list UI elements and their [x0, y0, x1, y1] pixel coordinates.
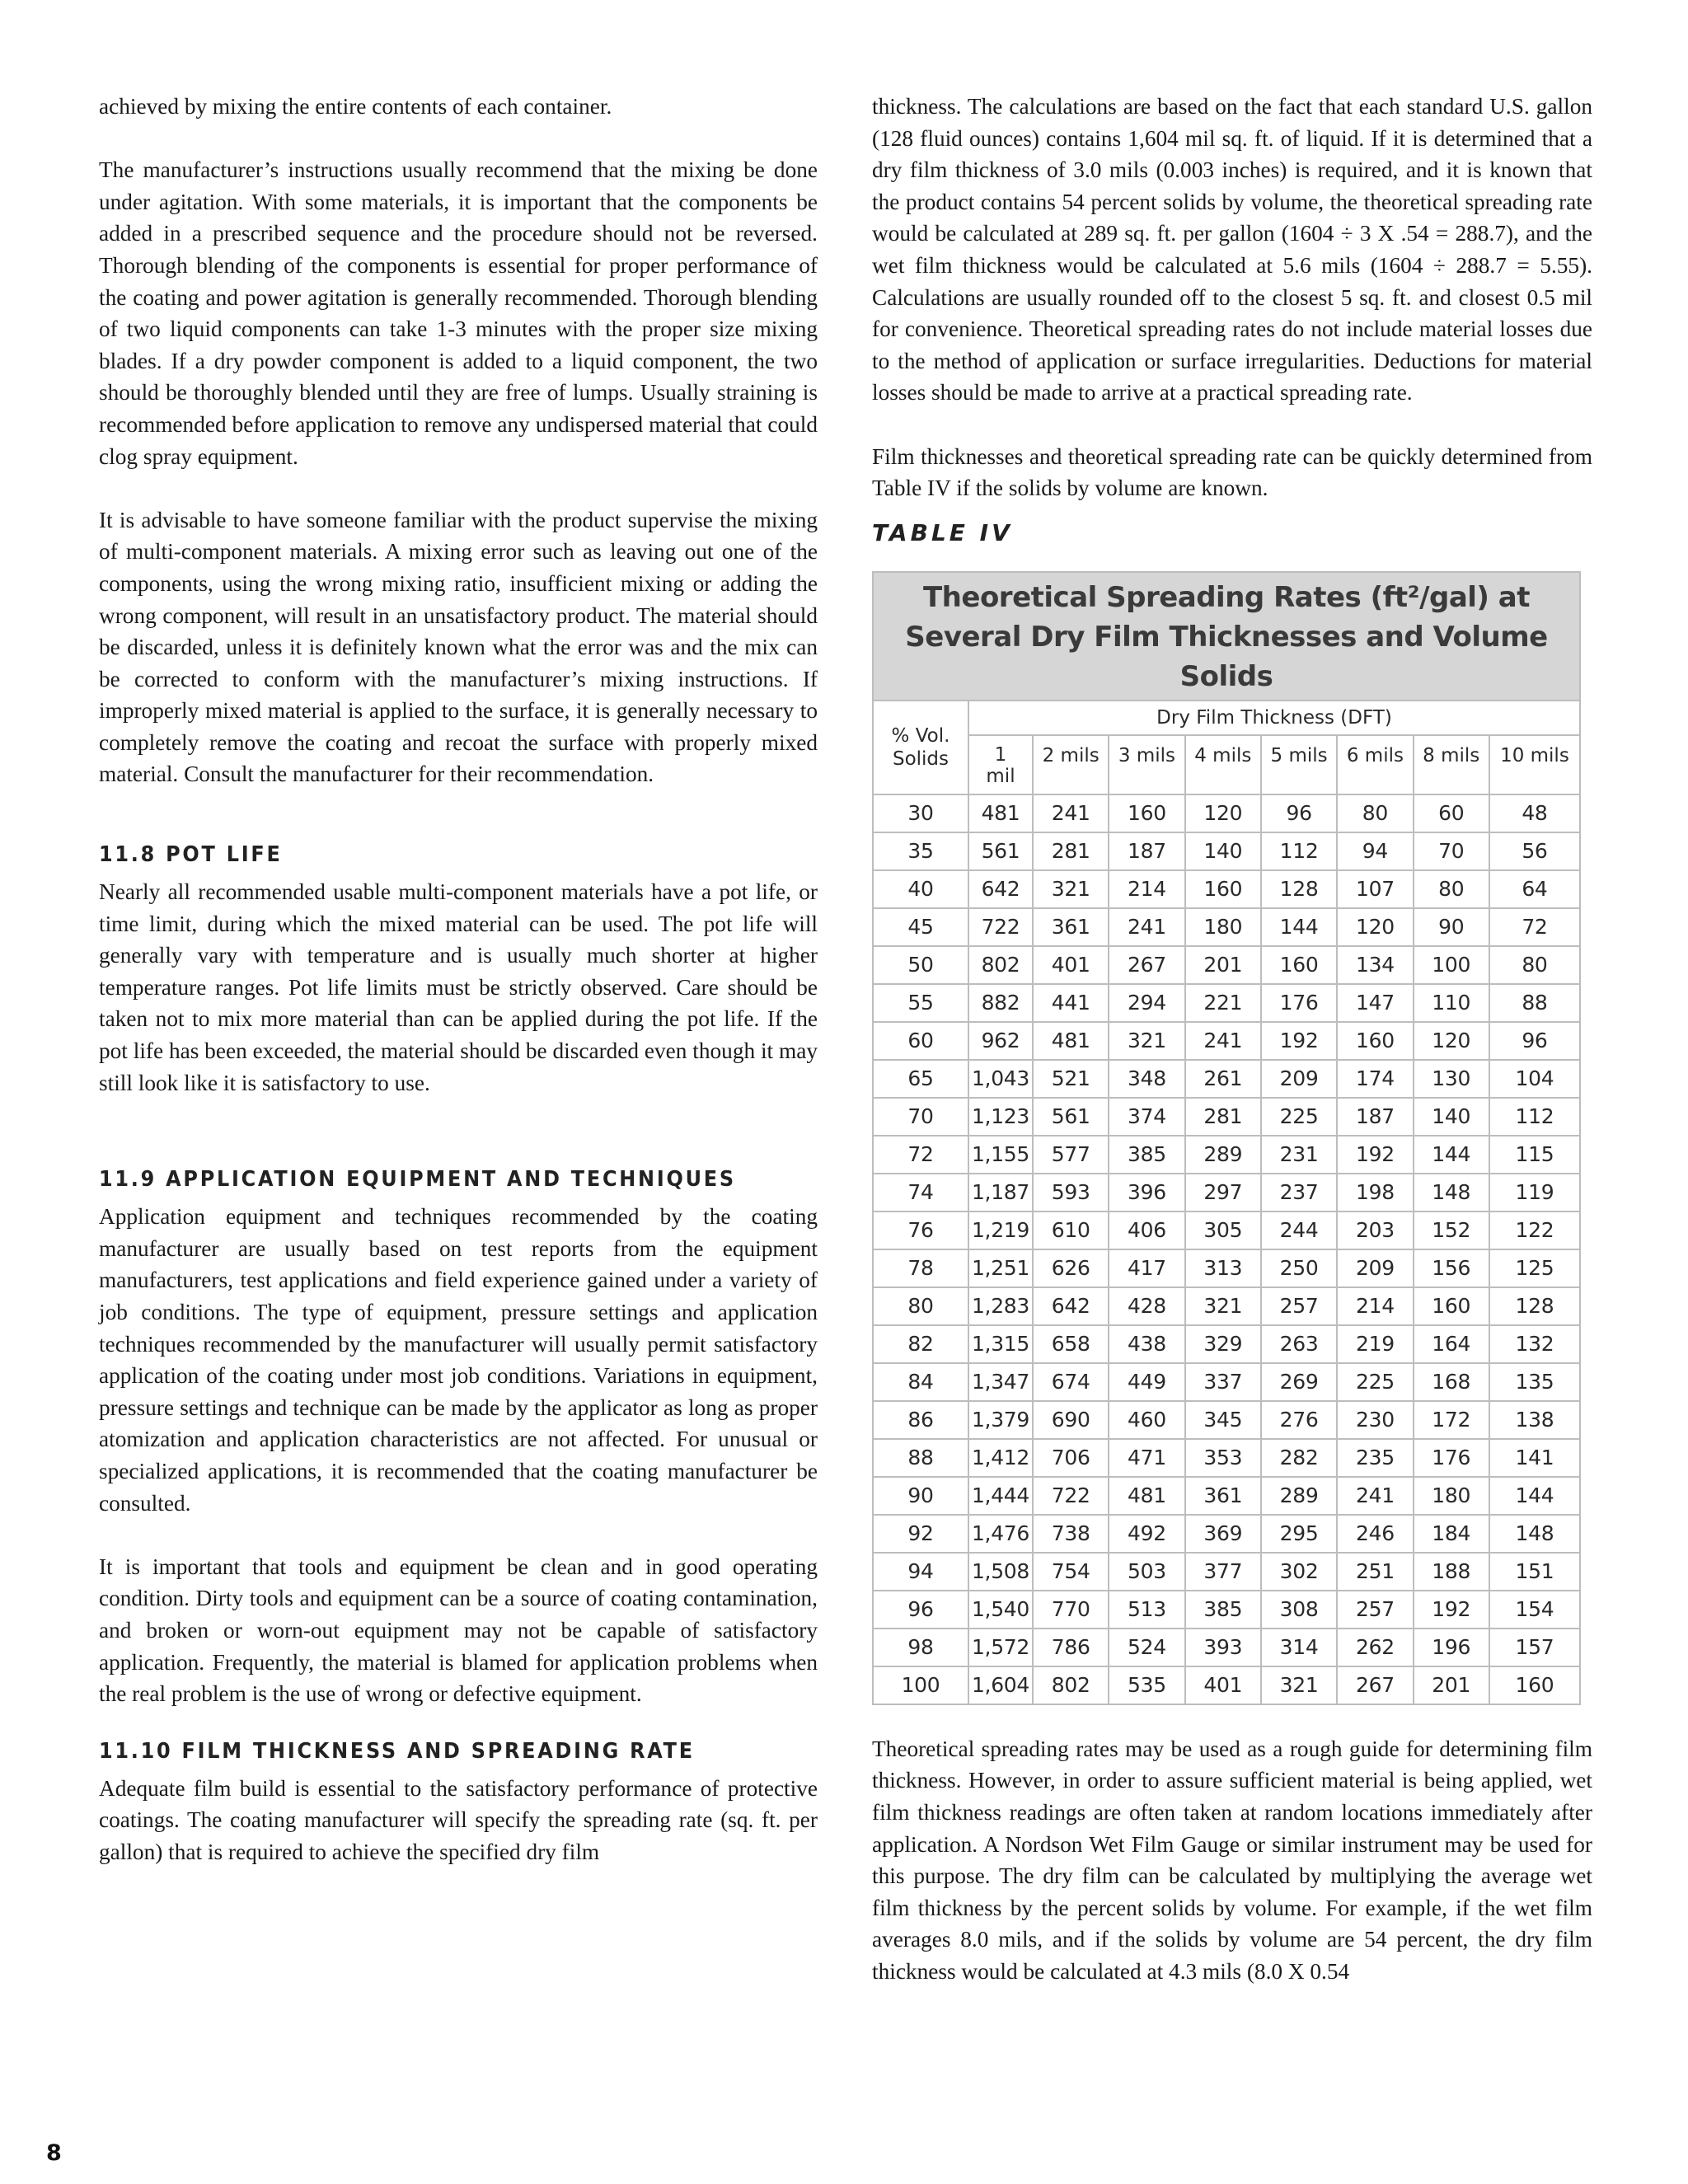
- solids-cell: 65: [873, 1060, 968, 1098]
- spreading-rate-cell: 353: [1185, 1439, 1261, 1477]
- spreading-rate-cell: 438: [1109, 1325, 1184, 1363]
- spreading-rate-cell: 80: [1337, 794, 1413, 832]
- solids-cell: 60: [873, 1022, 968, 1060]
- spreading-rate-cell: 141: [1489, 1439, 1580, 1477]
- solids-cell: 78: [873, 1249, 968, 1287]
- table-row: [873, 794, 1580, 832]
- spreading-rate-cell: 738: [1033, 1515, 1109, 1553]
- dft-column-header: 4 mils: [1185, 735, 1261, 794]
- table-row: [873, 1666, 1580, 1704]
- spreading-rate-cell: 125: [1489, 1249, 1580, 1287]
- spreading-rate-cell: 321: [1033, 870, 1109, 908]
- solids-cell: 70: [873, 1098, 968, 1136]
- spreading-rate-cell: 313: [1185, 1249, 1261, 1287]
- spreading-rate-cell: 187: [1337, 1098, 1413, 1136]
- spreading-rate-cell: 128: [1489, 1287, 1580, 1325]
- spreading-rate-cell: 460: [1109, 1401, 1184, 1439]
- table-row: [873, 1401, 1580, 1439]
- solids-cell: 98: [873, 1629, 968, 1666]
- spreading-rate-cell: 96: [1489, 1022, 1580, 1060]
- paragraph-wet-film-gauge: Theoretical spreading rates may be used as a rough guide for determining film thickness. However, in order to assure sufficient material is being applied, wet film thickness readings are often taken at random locations immediately after application. A Nordson Wet Film Gauge or similar instrument may be used for this purpose. The dry film can be calculated by multiplying the average wet film thickness by the percent solids by volume. For example, if the wet film averages 8.0 mils, and if the solids by volume are 54 percent, the dry film thickness would be calculated at 4.3 mils (8.0 X 0.54: [872, 1736, 1592, 1984]
- spreading-rate-cell: 786: [1033, 1629, 1109, 1666]
- spreading-rate-cell: 225: [1261, 1098, 1337, 1136]
- table-row: [873, 832, 1580, 870]
- spreading-rate-cell: 152: [1414, 1212, 1489, 1249]
- table-body: [873, 794, 1580, 1704]
- spreading-rate-cell: 221: [1185, 984, 1261, 1022]
- spreading-rate-cell: 257: [1261, 1287, 1337, 1325]
- spreading-rate-cell: 314: [1261, 1629, 1337, 1666]
- spreading-rate-cell: 198: [1337, 1174, 1413, 1212]
- table-row: [873, 870, 1580, 908]
- spreading-rate-cell: 214: [1337, 1287, 1413, 1325]
- spreading-rate-cell: 802: [1033, 1666, 1109, 1704]
- spreading-rate-cell: 441: [1033, 984, 1109, 1022]
- spreading-rate-cell: 1,572: [968, 1629, 1033, 1666]
- spreading-rate-cell: 225: [1337, 1363, 1413, 1401]
- spreading-rate-cell: 201: [1185, 946, 1261, 984]
- solids-header-line-2: Solids: [892, 748, 950, 770]
- spreading-rate-cell: 140: [1185, 832, 1261, 870]
- spreading-rate-cell: 180: [1414, 1477, 1489, 1515]
- spreading-rate-cell: 120: [1414, 1022, 1489, 1060]
- spreading-rate-cell: 60: [1414, 794, 1489, 832]
- spreading-rate-cell: 1,315: [968, 1325, 1033, 1363]
- solids-cell: 35: [873, 832, 968, 870]
- spreading-rate-cell: 237: [1261, 1174, 1337, 1212]
- spreading-rate-cell: 100: [1414, 946, 1489, 984]
- spreading-rate-cell: 96: [1261, 794, 1337, 832]
- spreading-rate-cell: 241: [1337, 1477, 1413, 1515]
- spreading-rate-cell: 289: [1185, 1136, 1261, 1174]
- spreading-rate-cell: 626: [1033, 1249, 1109, 1287]
- spreading-rate-cell: 174: [1337, 1060, 1413, 1098]
- spreading-rate-cell: 1,155: [968, 1136, 1033, 1174]
- spreading-rate-cell: 130: [1414, 1060, 1489, 1098]
- spreading-rate-cell: 393: [1185, 1629, 1261, 1666]
- spreading-rate-cell: 156: [1414, 1249, 1489, 1287]
- dft-column-header: 10 mils: [1489, 735, 1580, 794]
- spreading-rate-cell: 1,604: [968, 1666, 1033, 1704]
- spreading-rate-cell: 329: [1185, 1325, 1261, 1363]
- spreading-rate-cell: 231: [1261, 1136, 1337, 1174]
- spreading-rate-cell: 521: [1033, 1060, 1109, 1098]
- spreading-rate-cell: 88: [1489, 984, 1580, 1022]
- spreading-rate-cell: 1,187: [968, 1174, 1033, 1212]
- table-row: [873, 1591, 1580, 1629]
- spreading-rate-cell: 281: [1033, 832, 1109, 870]
- solids-cell: 94: [873, 1553, 968, 1591]
- spreading-rate-table: [872, 571, 1581, 1705]
- spreading-rate-cell: 503: [1109, 1553, 1184, 1591]
- spreading-rate-cell: 168: [1414, 1363, 1489, 1401]
- table-row: [873, 1212, 1580, 1249]
- table-row: [873, 1553, 1580, 1591]
- solids-cell: 82: [873, 1325, 968, 1363]
- spreading-rate-cell: 1,283: [968, 1287, 1033, 1325]
- spreading-rate-cell: 577: [1033, 1136, 1109, 1174]
- spreading-rate-cell: 160: [1337, 1022, 1413, 1060]
- table-title-line-2: Several Dry Film Thicknesses and Volume Solids: [905, 620, 1548, 693]
- spreading-rate-cell: 308: [1261, 1591, 1337, 1629]
- solids-cell: 45: [873, 908, 968, 946]
- spreading-rate-cell: 180: [1185, 908, 1261, 946]
- spreading-rate-cell: 144: [1261, 908, 1337, 946]
- table-row: [873, 946, 1580, 984]
- spreading-rate-cell: 428: [1109, 1287, 1184, 1325]
- spreading-rate-cell: 119: [1489, 1174, 1580, 1212]
- spreading-rate-cell: 48: [1489, 794, 1580, 832]
- spreading-rate-cell: 321: [1109, 1022, 1184, 1060]
- table-row: [873, 908, 1580, 946]
- spreading-rate-cell: 374: [1109, 1098, 1184, 1136]
- dft-column-header: 2 mils: [1033, 735, 1109, 794]
- table-row: [873, 1325, 1580, 1363]
- solids-cell: 40: [873, 870, 968, 908]
- paragraph-pot-life: Nearly all recommended usable multi-component materials have a pot life, or time limit, during which the mixed material can be used. The pot life will generally vary with temperature and is usually much shorter at higher temperature ranges. Pot life limits must be strictly observed. Care should be taken not to mix more material than can be applied during the pot life. If the pot life has been exceeded, the material should be discarded even though it may still look like it is satisfactory to use.: [99, 879, 818, 1095]
- table-row: [873, 984, 1580, 1022]
- table-row: [873, 1249, 1580, 1287]
- solids-cell: 80: [873, 1287, 968, 1325]
- spreading-rate-cell: 144: [1414, 1136, 1489, 1174]
- paragraph-tools-condition: It is important that tools and equipment be clean and in good operating condition. Dirty tools and equipment can be a source of coating contamination, and broken or worn-out equipment may not be capable of satisfactory application. Frequently, the material is blamed for application problems when the real problem is the use of wrong or defective equipment.: [99, 1554, 818, 1707]
- paragraph-spreading-calculation: thickness. The calculations are based on the fact that each standard U.S. gallon (128 fluid ounces) contains 1,604 mil sq. ft. of liquid. If it is determined that a dry film thickness of 3.0 mils (0.003 inches) is required, and it is known that the product contains 54 percent solids by volume, the theoretical spreading rate would be calculated at 289 sq. ft. per gallon (1604 ÷ 3 X .54 = 288.7), and the wet film thickness would be calculated at 5.6 mils (1604 ÷ 288.7 = 5.55). Calculations are usually rounded off to the closest 5 sq. ft. and closest 0.5 mil for convenience. Theoretical spreading rates do not include material losses due to the method of application or surface irregularities. Deductions for material losses should be made to arrive at a practical spreading rate.: [872, 94, 1592, 405]
- spreading-rate-cell: 132: [1489, 1325, 1580, 1363]
- spreading-rate-cell: 406: [1109, 1212, 1184, 1249]
- dft-group-header: Dry Film Thickness (DFT): [968, 701, 1580, 735]
- column-header-row: [873, 735, 1580, 794]
- spreading-rate-cell: 140: [1414, 1098, 1489, 1136]
- solids-column-header: [873, 701, 968, 794]
- spreading-rate-cell: 160: [1414, 1287, 1489, 1325]
- paragraph-mixing-intro: achieved by mixing the entire contents of each container.: [99, 94, 612, 119]
- spreading-rate-cell: 112: [1489, 1098, 1580, 1136]
- spreading-rate-cell: 134: [1337, 946, 1413, 984]
- spreading-rate-cell: 147: [1337, 984, 1413, 1022]
- spreading-rate-cell: 345: [1185, 1401, 1261, 1439]
- spreading-rate-cell: 261: [1185, 1060, 1261, 1098]
- spreading-rate-cell: 144: [1489, 1477, 1580, 1515]
- spreading-rate-cell: 276: [1261, 1401, 1337, 1439]
- solids-cell: 84: [873, 1363, 968, 1401]
- spreading-rate-cell: 754: [1033, 1553, 1109, 1591]
- spreading-rate-cell: 361: [1185, 1477, 1261, 1515]
- solids-cell: 30: [873, 794, 968, 832]
- solids-cell: 100: [873, 1666, 968, 1704]
- spreading-rate-cell: 471: [1109, 1439, 1184, 1477]
- spreading-rate-cell: 80: [1414, 870, 1489, 908]
- paragraph-application-equipment: Application equipment and techniques recommended by the coating manufacturer are usually based on test reports from the equipment manufacturers, test applications and field experience gained under a variety of job conditions. The type of equipment, pressure settings and application techniques recommended by the manufacturer will usually permit satisfactory application of the coating under most job conditions. Variations in equipment, pressure settings and technique can be made by the applicator as long as proper atomization and application characteristics are not affected. For unusual or specialized applications, it is recommended that the coating manufacturer be consulted.: [99, 1204, 818, 1516]
- spreading-rate-cell: 154: [1489, 1591, 1580, 1629]
- spreading-rate-cell: 244: [1261, 1212, 1337, 1249]
- spreading-rate-cell: 321: [1185, 1287, 1261, 1325]
- heading-film-thickness: 11.10 FILM THICKNESS AND SPREADING RATE: [99, 1738, 695, 1764]
- spreading-rate-cell: 401: [1033, 946, 1109, 984]
- spreading-rate-cell: 535: [1109, 1666, 1184, 1704]
- spreading-rate-cell: 722: [1033, 1477, 1109, 1515]
- spreading-rate-cell: 160: [1109, 794, 1184, 832]
- spreading-rate-cell: 802: [968, 946, 1033, 984]
- spreading-rate-cell: 230: [1337, 1401, 1413, 1439]
- spreading-rate-cell: 1,476: [968, 1515, 1033, 1553]
- spreading-rate-cell: 176: [1414, 1439, 1489, 1477]
- spreading-rate-cell: 297: [1185, 1174, 1261, 1212]
- spreading-rate-cell: 148: [1489, 1515, 1580, 1553]
- spreading-rate-cell: 246: [1337, 1515, 1413, 1553]
- spreading-rate-cell: 164: [1414, 1325, 1489, 1363]
- spreading-rate-cell: 72: [1489, 908, 1580, 946]
- spreading-rate-cell: 401: [1185, 1666, 1261, 1704]
- spreading-rate-cell: 196: [1414, 1629, 1489, 1666]
- spreading-rate-cell: 262: [1337, 1629, 1413, 1666]
- spreading-rate-cell: 135: [1489, 1363, 1580, 1401]
- spreading-rate-cell: 241: [1109, 908, 1184, 946]
- spreading-rate-cell: 1,043: [968, 1060, 1033, 1098]
- table-title-line-1: Theoretical Spreading Rates (ft²/gal) at: [922, 580, 1531, 614]
- spreading-rate-cell: 214: [1109, 870, 1184, 908]
- spreading-rate-cell: 481: [1109, 1477, 1184, 1515]
- spreading-rate-cell: 90: [1414, 908, 1489, 946]
- solids-cell: 72: [873, 1136, 968, 1174]
- spreading-rate-cell: 267: [1337, 1666, 1413, 1704]
- spreading-rate-cell: 209: [1337, 1249, 1413, 1287]
- paragraph-mixing-instructions: The manufacturer’s instructions usually recommend that the mixing be done under agitation. With some materials, it is important that the components be added in a prescribed sequence and the procedure should not be reversed. Thorough blending of the components is essential for proper performance of the coating and power agitation is generally recommended. Thorough blending of two liquid components can take 1-3 minutes with the proper size mixing blades. If a dry powder component is added to a liquid component, the two should be thoroughly blended until they are free of lumps. Usually straining is recommended before application to remove any undispersed material that could clog spray equipment.: [99, 157, 818, 469]
- paragraph-table-reference: Film thicknesses and theoretical spreading rate can be quickly determined from Table IV if the solids by volume are known.: [872, 443, 1592, 501]
- spreading-rate-cell: 1,508: [968, 1553, 1033, 1591]
- spreading-rate-cell: 56: [1489, 832, 1580, 870]
- spreading-rate-cell: 241: [1033, 794, 1109, 832]
- solids-cell: 96: [873, 1591, 968, 1629]
- solids-cell: 86: [873, 1401, 968, 1439]
- spreading-rate-cell: 385: [1185, 1591, 1261, 1629]
- spreading-rate-cell: 94: [1337, 832, 1413, 870]
- dft-column-header: 8 mils: [1414, 735, 1489, 794]
- spreading-rate-cell: 160: [1261, 946, 1337, 984]
- spreading-rate-cell: 1,379: [968, 1401, 1033, 1439]
- spreading-rate-cell: 610: [1033, 1212, 1109, 1249]
- spreading-rate-cell: 192: [1414, 1591, 1489, 1629]
- spreading-rate-cell: 417: [1109, 1249, 1184, 1287]
- solids-cell: 55: [873, 984, 968, 1022]
- spreading-rate-cell: 524: [1109, 1629, 1184, 1666]
- spreading-rate-cell: 148: [1414, 1174, 1489, 1212]
- spreading-rate-cell: 112: [1261, 832, 1337, 870]
- spreading-rate-cell: 64: [1489, 870, 1580, 908]
- spreading-rate-cell: 492: [1109, 1515, 1184, 1553]
- table-row: [873, 1060, 1580, 1098]
- dft-column-header: 1 mil: [968, 735, 1033, 794]
- heading-application-equipment: 11.9 APPLICATION EQUIPMENT AND TECHNIQUES: [99, 1167, 736, 1193]
- spreading-rate-cell: 642: [1033, 1287, 1109, 1325]
- spreading-rate-cell: 138: [1489, 1401, 1580, 1439]
- spreading-rate-cell: 269: [1261, 1363, 1337, 1401]
- spreading-rate-cell: 209: [1261, 1060, 1337, 1098]
- spreading-rate-cell: 396: [1109, 1174, 1184, 1212]
- spreading-rate-cell: 176: [1261, 984, 1337, 1022]
- solids-header-line-1: % Vol.: [891, 724, 950, 747]
- spreading-rate-cell: 257: [1337, 1591, 1413, 1629]
- dft-column-header: 3 mils: [1109, 735, 1184, 794]
- dft-column-header: 5 mils: [1261, 735, 1337, 794]
- spreading-rate-cell: 250: [1261, 1249, 1337, 1287]
- spreading-rate-cell: 201: [1414, 1666, 1489, 1704]
- solids-cell: 74: [873, 1174, 968, 1212]
- spreading-rate-cell: 160: [1185, 870, 1261, 908]
- left-column: [99, 91, 818, 1900]
- spreading-rate-cell: 369: [1185, 1515, 1261, 1553]
- spreading-rate-cell: 160: [1489, 1666, 1580, 1704]
- spreading-rate-cell: 120: [1185, 794, 1261, 832]
- spreading-rate-cell: 1,347: [968, 1363, 1033, 1401]
- solids-cell: 90: [873, 1477, 968, 1515]
- spreading-rate-cell: 241: [1185, 1022, 1261, 1060]
- table-row: [873, 1136, 1580, 1174]
- spreading-rate-cell: 115: [1489, 1136, 1580, 1174]
- table-title: [873, 572, 1580, 701]
- table-row: [873, 1022, 1580, 1060]
- spreading-rate-cell: 561: [968, 832, 1033, 870]
- dft-column-header: 6 mils: [1337, 735, 1413, 794]
- spreading-rate-cell: 282: [1261, 1439, 1337, 1477]
- spreading-rate-cell: 674: [1033, 1363, 1109, 1401]
- spreading-rate-cell: 188: [1414, 1553, 1489, 1591]
- spreading-rate-cell: 321: [1261, 1666, 1337, 1704]
- spreading-rate-cell: 128: [1261, 870, 1337, 908]
- spreading-rate-cell: 1,444: [968, 1477, 1033, 1515]
- paragraph-film-build: Adequate film build is essential to the satisfactory performance of protective coatings. The coating manufacturer will specify the spreading rate (sq. ft. per gallon) that is required to achieve the specified dry film: [99, 1775, 818, 1864]
- heading-pot-life: 11.8 POT LIFE: [99, 842, 283, 868]
- spreading-rate-cell: 110: [1414, 984, 1489, 1022]
- paragraph-mixing-supervision: It is advisable to have someone familiar with the product supervise the mixing of multi-component materials. A mixing error such as leaving out one of the components, using the wrong mixing ratio, insufficient mixing or adding the wrong component, will result in an unsatisfactory product. The material should be discarded, unless it is definitely known what the error was and the mix can be corrected to conform with the manufacturer’s mixing instructions. If improperly mixed material is applied to the surface, it is generally necessary to completely remove the coating and recoat the surface with properly mixed material. Consult the manufacturer for their recommendation.: [99, 507, 818, 787]
- spreading-rate-cell: 481: [1033, 1022, 1109, 1060]
- solids-cell: 76: [873, 1212, 968, 1249]
- spreading-rate-cell: 377: [1185, 1553, 1261, 1591]
- solids-cell: 88: [873, 1439, 968, 1477]
- table-row: [873, 1287, 1580, 1325]
- table-row: [873, 1515, 1580, 1553]
- solids-cell: 92: [873, 1515, 968, 1553]
- spreading-rate-cell: 294: [1109, 984, 1184, 1022]
- spreading-rate-cell: 187: [1109, 832, 1184, 870]
- spreading-rate-cell: 658: [1033, 1325, 1109, 1363]
- spreading-rate-cell: 962: [968, 1022, 1033, 1060]
- right-column: [872, 91, 1592, 2019]
- page-number: 8: [46, 2140, 62, 2166]
- spreading-rate-cell: 481: [968, 794, 1033, 832]
- spreading-rate-cell: 348: [1109, 1060, 1184, 1098]
- spreading-rate-cell: 107: [1337, 870, 1413, 908]
- spreading-rate-cell: 690: [1033, 1401, 1109, 1439]
- spreading-rate-cell: 219: [1337, 1325, 1413, 1363]
- spreading-rate-cell: 593: [1033, 1174, 1109, 1212]
- spreading-rate-cell: 1,123: [968, 1098, 1033, 1136]
- spreading-rate-cell: 302: [1261, 1553, 1337, 1591]
- spreading-rate-cell: 184: [1414, 1515, 1489, 1553]
- spreading-rate-cell: 251: [1337, 1553, 1413, 1591]
- spreading-rate-cell: 157: [1489, 1629, 1580, 1666]
- spreading-rate-cell: 192: [1261, 1022, 1337, 1060]
- spreading-rate-cell: 263: [1261, 1325, 1337, 1363]
- spreading-rate-cell: 104: [1489, 1060, 1580, 1098]
- spreading-rate-cell: 295: [1261, 1515, 1337, 1553]
- spreading-rate-cell: 882: [968, 984, 1033, 1022]
- spreading-rate-cell: 1,251: [968, 1249, 1033, 1287]
- table-caption: TABLE IV: [872, 518, 1013, 546]
- spreading-rate-cell: 192: [1337, 1136, 1413, 1174]
- table-row: [873, 1629, 1580, 1666]
- table-row: [873, 1098, 1580, 1136]
- table-row: [873, 1174, 1580, 1212]
- solids-cell: 50: [873, 946, 968, 984]
- spreading-rate-cell: 385: [1109, 1136, 1184, 1174]
- spreading-rate-cell: 289: [1261, 1477, 1337, 1515]
- spreading-rate-cell: 172: [1414, 1401, 1489, 1439]
- spreading-rate-cell: 281: [1185, 1098, 1261, 1136]
- spreading-rate-cell: 337: [1185, 1363, 1261, 1401]
- spreading-rate-cell: 1,412: [968, 1439, 1033, 1477]
- spreading-rate-cell: 70: [1414, 832, 1489, 870]
- table-row: [873, 1363, 1580, 1401]
- spreading-rate-cell: 120: [1337, 908, 1413, 946]
- spreading-rate-cell: 642: [968, 870, 1033, 908]
- spreading-rate-cell: 449: [1109, 1363, 1184, 1401]
- spreading-rate-cell: 305: [1185, 1212, 1261, 1249]
- spreading-rate-cell: 151: [1489, 1553, 1580, 1591]
- spreading-rate-cell: 561: [1033, 1098, 1109, 1136]
- spreading-rate-cell: 267: [1109, 946, 1184, 984]
- table-row: [873, 1477, 1580, 1515]
- spreading-rate-cell: 235: [1337, 1439, 1413, 1477]
- spreading-rate-cell: 80: [1489, 946, 1580, 984]
- spreading-rate-cell: 1,219: [968, 1212, 1033, 1249]
- spreading-rate-cell: 513: [1109, 1591, 1184, 1629]
- table-row: [873, 1439, 1580, 1477]
- spreading-rate-cell: 122: [1489, 1212, 1580, 1249]
- spreading-rate-cell: 1,540: [968, 1591, 1033, 1629]
- spreading-rate-cell: 706: [1033, 1439, 1109, 1477]
- spreading-rate-cell: 361: [1033, 908, 1109, 946]
- spreading-rate-cell: 722: [968, 908, 1033, 946]
- spreading-rate-cell: 203: [1337, 1212, 1413, 1249]
- spreading-rate-cell: 770: [1033, 1591, 1109, 1629]
